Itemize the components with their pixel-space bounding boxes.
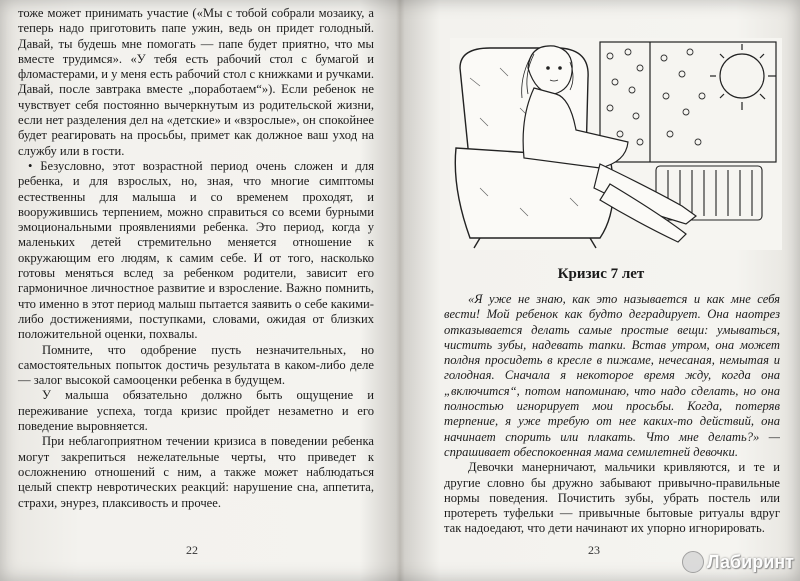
paragraph: Девочки манерничают, мальчики кривляются, и те и другие словно бы дружно забывают привычно-правильные нормы поведения. Почистить зубы, убрать постель или протереть туфельки — привычные бытовые ритуалы вдруг так надоедают, что дети начинают их упорно игнорировать. [444,460,780,536]
paragraph-bullet: • Безусловно, этот возрастной период очень сложен и для ребенка, и для взрослых, но, зная, что многие симптомы естественны для малыша и со временем проходят, и вооружившись терпением, можно справиться со всеми бурными эмоциональными проявлениями ребенка. Это период, когда у маленьких детей стремительно меняется отношение к окружающим его людям, к самим себе. И от того, насколько готовы меняться вслед за ребенком родители, зависит его гармоничное личностное развитие и взросление. Важно помнить, что именно в этот период малыш пытается заявить о себе какими-либо достижениями, поступками, словами, ожидая от близких положительной оценки, похвалы. [18,158,374,342]
labirint-logo-icon [682,551,704,573]
left-page [0,0,398,581]
paragraph: Помните, что одобрение пусть незначительных, но самостоятельных попыток достичь результата в каком-либо деле — залог высокой самооценки ребенка в будущем. [18,342,374,388]
section-heading: Кризис 7 лет [557,266,645,282]
girl-in-armchair-illustration [450,38,782,250]
labirint-watermark [682,551,794,573]
paragraph: тоже может принимать участие («Мы с тобой собрали мозаику, а теперь надо приготовить папе ужин, ведь он придет голодный. Давай, ты будешь мне помогать — папе будет приятно, что мы вместе трудимся». «У тебя есть рабочий стол с бумагой и фломастерами, и у меня есть рабочий стол с книжками и ручками. Давай, после завтрака вместе „поработаем“»). Если ребенок не чувствует себя постоянно вычеркнутым из родительской жизни, если нет разделения дел на «детские» и «взрослые», он спокойнее будет реагировать на просьбы, примет как должное ваш уход на службу или в гости. [18,6,374,158]
right-page-text [444,292,780,537]
page-number-right: 23 [588,543,600,557]
quote-paragraph: «Я уже не знаю, как это называется и как мне себя вести! Мой ребенок как будто деградирует. Она наотрез отказывается делать самые простые вещи: умываться, чистить зубы, надевать тапки. Встав утром, она может полдня просидеть в кресле в пижаме, нечесаная, немытая и голодная. Сначала я некоторое время жду, когда она „включится“, потом напоминаю, что надо сделать, но она полностью игнорирует мои просьбы. Когда, потеряв терпение, я уже требую от нее каких-то действий, она начинает спорить или плакать. Что мне делать?» — спрашивает обеспокоенная мама семилетней девочки. [444,292,780,459]
paragraph: При неблагоприятном течении кризиса в поведении ребенка могут закрепиться нежелательные черты, что приведет к осложнению отношений с ним, а также может наблюдаться целый спектр невротических реакций: нарушение сна, аппетита, страхи, энурез, плаксивость и прочее. [18,434,374,510]
page-number-left: 22 [186,543,198,557]
paragraph: У малыша обязательно должно быть ощущение и переживание успеха, тогда кризис пройдет незаметно и его поведение выровняется. [18,388,374,434]
left-page-text [18,6,374,511]
watermark-text: Лабиринт [706,551,794,572]
right-page [402,0,800,581]
